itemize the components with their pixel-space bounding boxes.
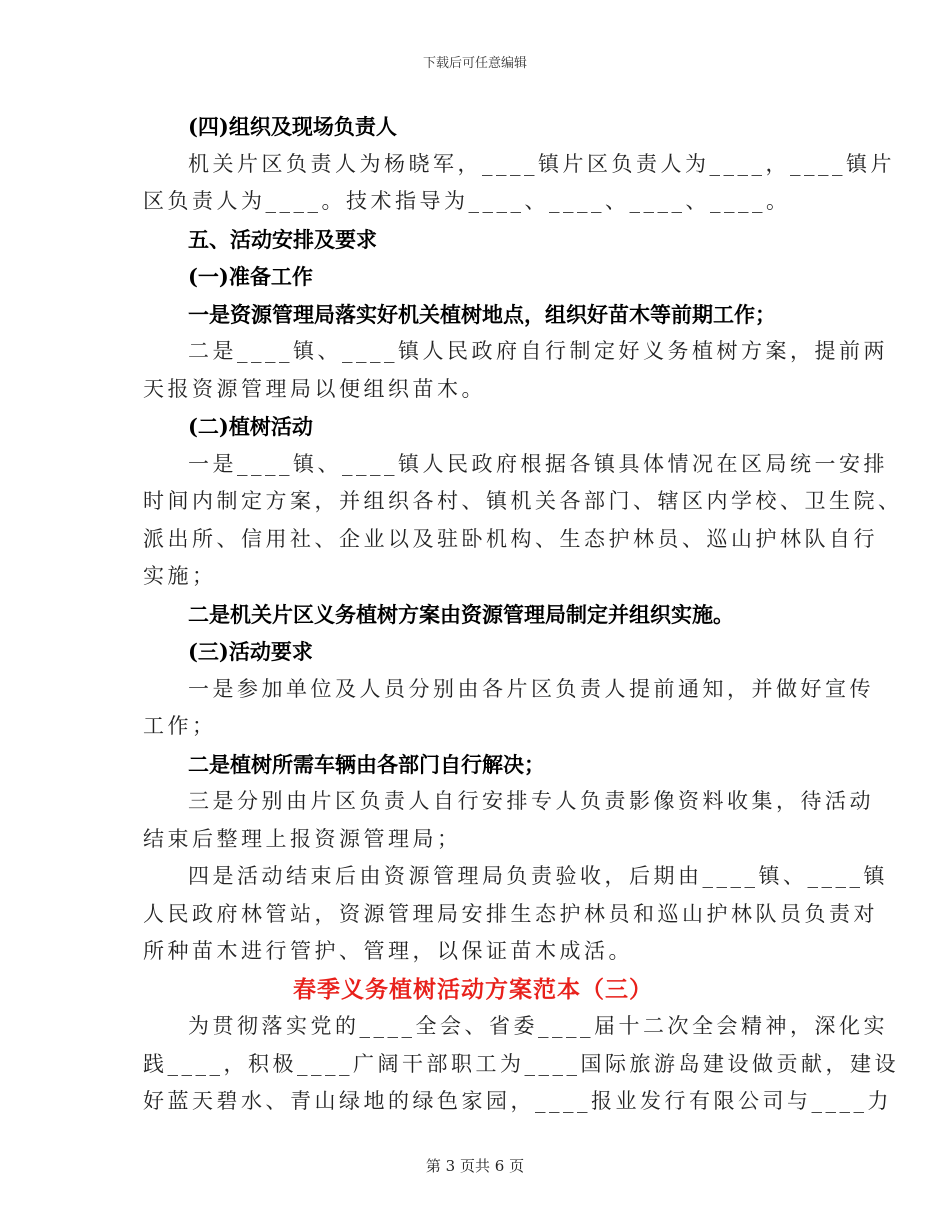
subsection-heading: (二)植树活动 (188, 414, 313, 439)
paragraph-line: 二是植树所需车辆由各部门自行解决； (188, 751, 545, 777)
paragraph-line: 区负责人为____。技术指导为____、____、____、____。 (143, 189, 791, 213)
page-number-footer: 第 3 页共 6 页 (425, 1157, 525, 1175)
paragraph-line: 三是分别由片区负责人自行安排专人负责影像资料收集，待活动 (188, 789, 874, 813)
paragraph-line: 为贯彻落实党的____全会、省委____届十二次全会精神，深化实 (188, 1014, 888, 1038)
paragraph-line: (四)组织及现场负责人 (188, 114, 397, 139)
paragraph-line: 所种苗木进行管护、管理，以保证苗木成活。 (143, 939, 633, 963)
paragraph-line: 好蓝天碧水、青山绿地的绿色家园，____报业发行有限公司与____力 (143, 1089, 892, 1113)
paragraph-line: 二是____镇、____镇人民政府自行制定好义务植树方案，提前两 (188, 339, 888, 363)
page-header-note: 下载后可任意编辑 (422, 56, 527, 71)
subsection-heading: (一)准备工作 (188, 264, 313, 289)
paragraph-line: 工作； (143, 714, 217, 738)
paragraph-line: 人民政府林管站，资源管理局安排生态护林员和巡山护林队员负责对 (143, 901, 878, 926)
paragraph-line: 时间内制定方案，并组织各村、镇机关各部门、辖区内学校、卫生院、 (143, 489, 903, 513)
paragraph-line: 天报资源管理局以便组织苗木。 (143, 376, 486, 401)
document-body (143, 108, 903, 1121)
paragraph-line: 机关片区负责人为杨晓军，____镇片区负责人为____，____镇片 (188, 151, 895, 176)
paragraph-line: 四是活动结束后由资源管理局负责验收，后期由____镇、____镇 (188, 864, 888, 888)
paragraph-line: 结束后整理上报资源管理局； (143, 826, 462, 851)
paragraph-line: 派出所、信用社、企业以及驻卧机构、生态护林员、巡山护林队自行 (143, 526, 878, 551)
paragraph-line: 一是资源管理局落实好机关植树地点，组织好苗木等前期工作； (188, 301, 776, 327)
section-heading: 五、活动安排及要求 (188, 226, 377, 252)
paragraph-line: 践____，积极____广阔干部职工为____国际旅游岛建设做贡献，建设 (143, 1051, 899, 1076)
paragraph-line: 一是参加单位及人员分别由各片区负责人提前通知，并做好宣传 (188, 676, 874, 701)
paragraph-line: 实施； (143, 564, 217, 588)
paragraph-line: 二是机关片区义务植树方案由资源管理局制定并组织实施。 (188, 601, 734, 627)
subsection-heading: (三)活动要求 (188, 639, 313, 664)
paragraph-line: 一是____镇、____镇人民政府根据各镇具体情况在区局统一安排 (188, 451, 888, 476)
section-title: 春季义务植树活动方案范本（三） (293, 975, 653, 1003)
